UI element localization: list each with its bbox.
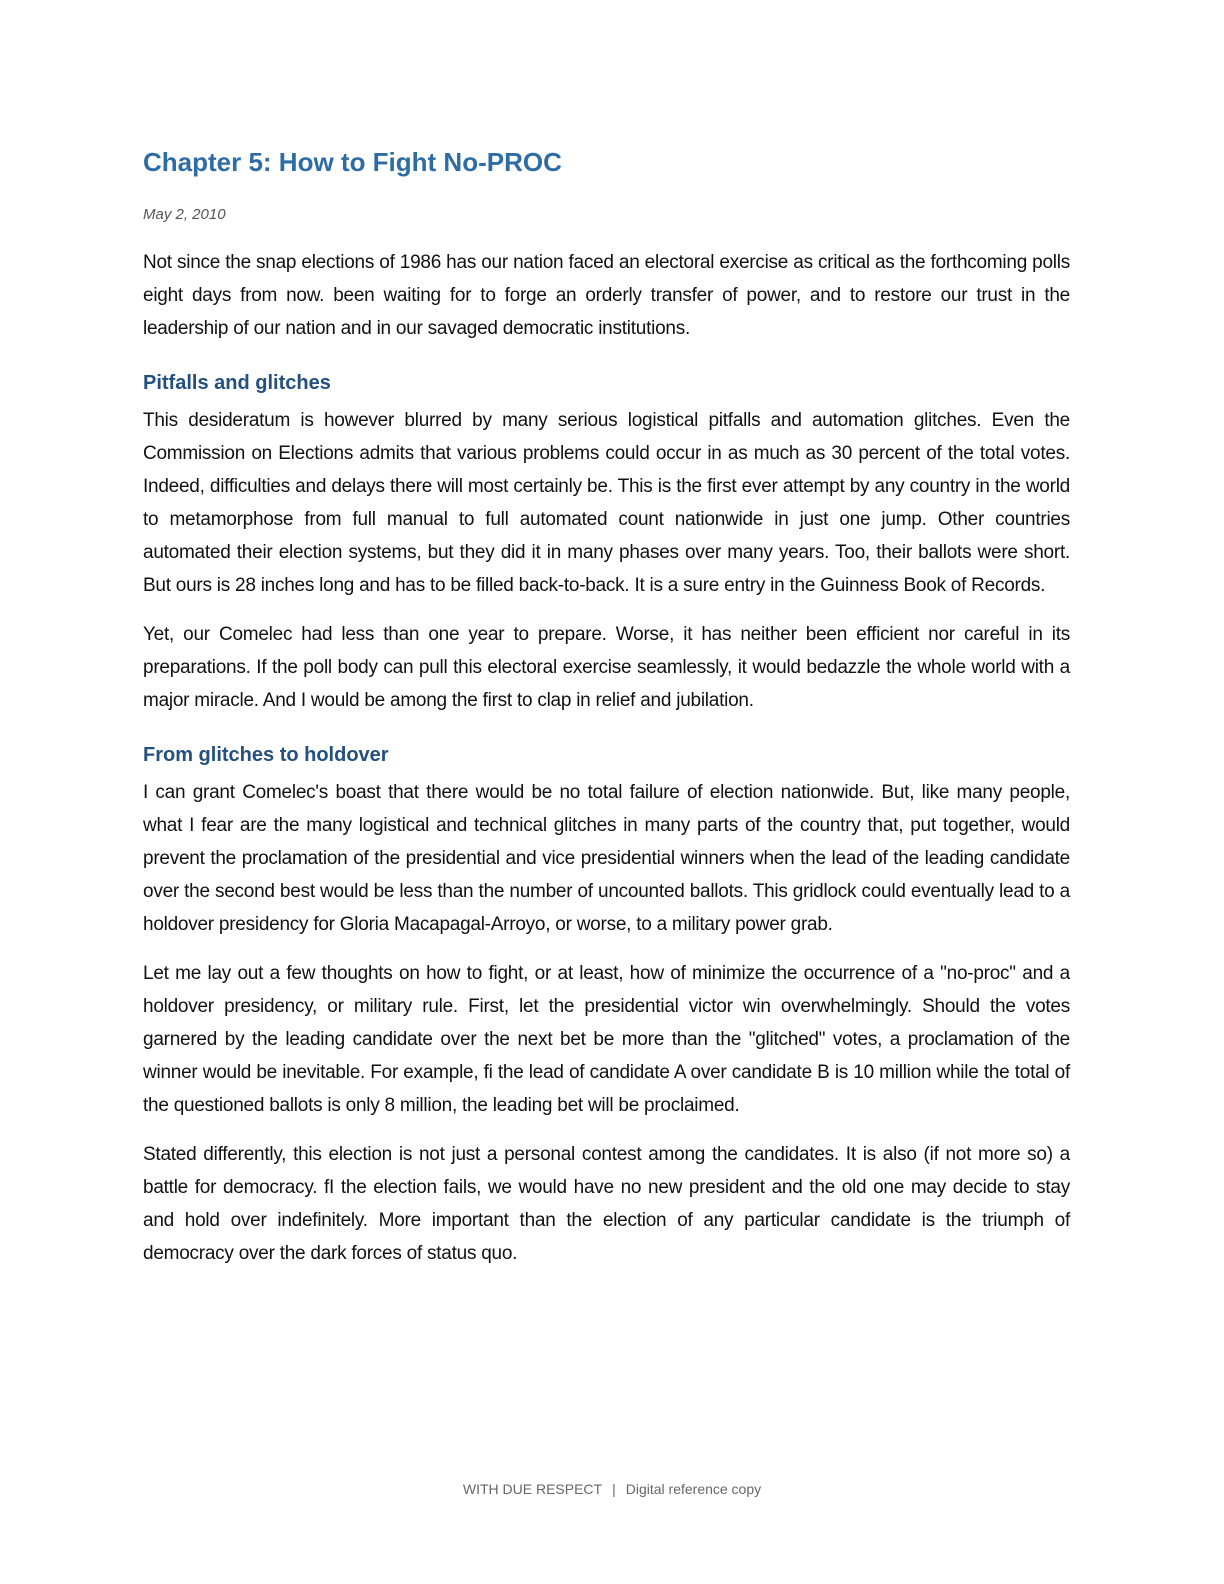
- body-paragraph: This desideratum is however blurred by many serious logistical pitfalls and automation glitches. Even the Commission on Elections admits that various problems could occur in as much as 30 percent of the total votes. Indeed, difficulties and delays there will most certainly be. This is the first ever attempt by any country in the world to metamorphose from full manual to full automated count nationwide in just one jump. Other countries automated their election systems, but they did it in many phases over many years. Too, their ballots were short. But ours is 28 inches long and has to be filled back-to-back. It is a sure entry in the Guinness Book of Records.: [143, 410, 1070, 596]
- section-pitfalls-and-glitches: [143, 368, 1070, 717]
- body-paragraph: Let me lay out a few thoughts on how to fight, or at least, how of minimize the occurrence of a "no-proc" and a holdover presidency, or military rule. First, let the presidential victor win overwhelmingly. Should the votes garnered by the leading candidate over the next bet be more than the "glitched" votes, a proclamation of the winner would be inevitable. For example, fi the lead of candidate A over candidate B is 10 million while the total of the questioned ballots is only 8 million, the leading bet will be proclaimed.: [143, 963, 1070, 1116]
- footer-publication-name: WITH DUE RESPECT: [462, 1481, 603, 1497]
- chapter-title: Chapter 5: How to Fight No-PROC: [143, 147, 562, 177]
- body-paragraph: I can grant Comelec's boast that there would be no total failure of election nationwide. But, like many people, what I fear are the many logistical and technical glitches in many parts of the country that, put together, would prevent the proclamation of the presidential and vice presidential winners when the lead of the leading candidate over the second best would be less than the number of uncounted ballots. This gridlock could eventually lead to a holdover presidency for Gloria Macapagal-Arroyo, or worse, to a military power grab.: [143, 782, 1070, 935]
- body-paragraph: Stated differently, this election is not just a personal contest among the candidates. It is also (if not more so) a battle for democracy. fI the election fails, we would have no new president and the old one may decide to stay and hold over indefinitely. More important than the election of any particular candidate is the triumph of democracy over the dark forces of status quo.: [143, 1144, 1070, 1264]
- section-from-glitches-to-holdover: [143, 740, 1070, 1270]
- footer-copy-note: Digital reference copy: [625, 1481, 762, 1497]
- page-footer: [0, 1479, 1224, 1499]
- document-page: [143, 140, 1070, 1270]
- footer-separator: |: [612, 1481, 616, 1497]
- publication-date: May 2, 2010: [143, 206, 226, 223]
- section-heading: Pitfalls and glitches: [143, 372, 331, 394]
- body-paragraph: Yet, our Comelec had less than one year to prepare. Worse, it has neither been efficient nor careful in its preparations. If the poll body can pull this electoral exercise seamlessly, it would bedazzle the whole world with a major miracle. And I would be among the first to clap in relief and jubilation.: [143, 624, 1070, 711]
- intro-paragraph: Not since the snap elections of 1986 has our nation faced an electoral exercise as critical as the forthcoming polls eight days from now. been waiting for to forge an orderly transfer of power, and to restore our trust in the leadership of our nation and in our savaged democratic institutions.: [143, 252, 1070, 339]
- section-heading: From glitches to holdover: [143, 744, 389, 766]
